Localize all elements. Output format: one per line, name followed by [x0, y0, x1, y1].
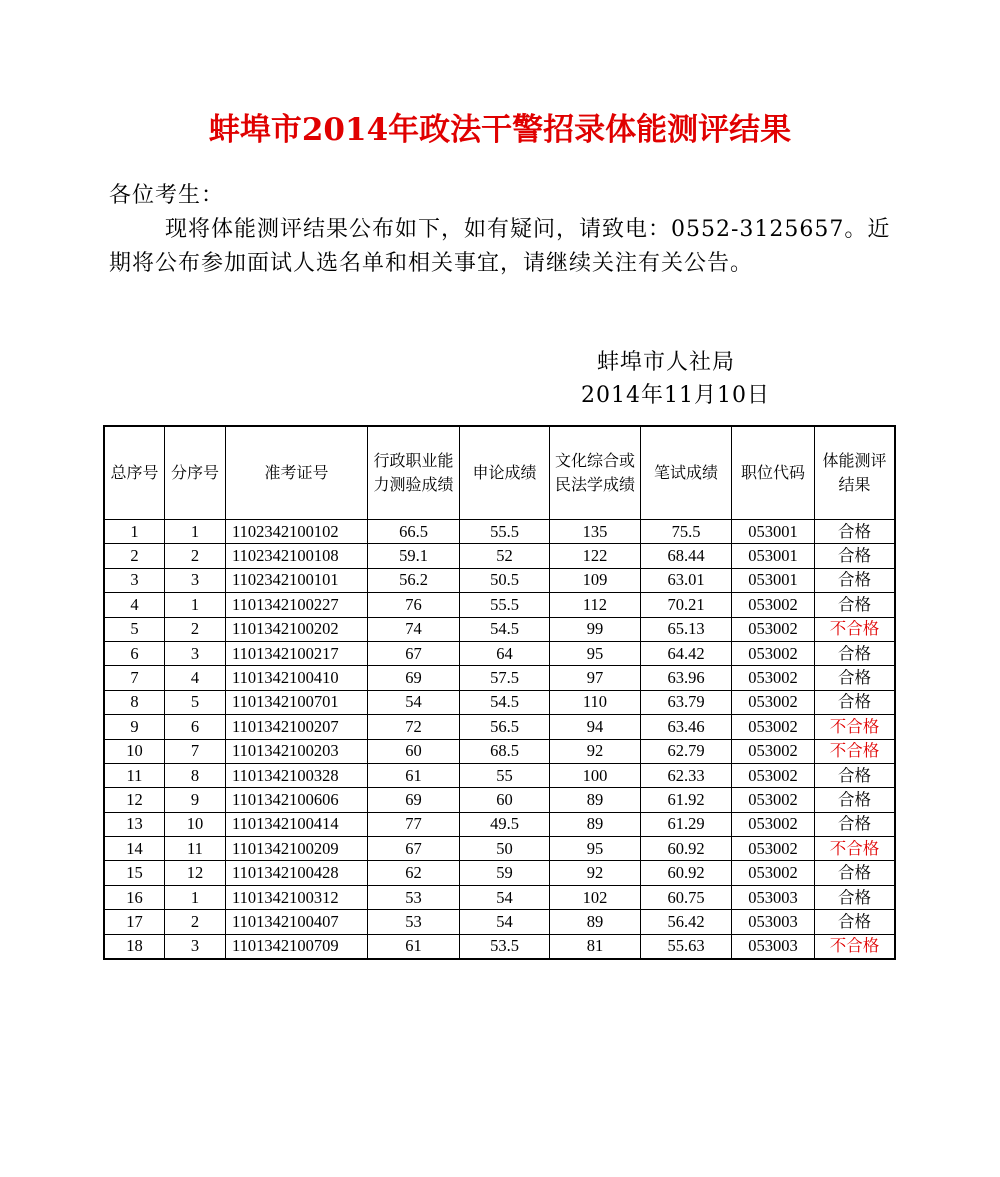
- aptitude-score-cell: 59.1: [368, 544, 460, 568]
- culture-law-score-cell: 122: [550, 544, 641, 568]
- written-score-cell: 56.42: [641, 910, 732, 934]
- table-row: [105, 593, 895, 617]
- essay-score-cell: 57.5: [460, 666, 550, 690]
- written-score-cell: 61.92: [641, 788, 732, 812]
- written-score-cell: 65.13: [641, 617, 732, 641]
- aptitude-score-cell: 69: [368, 666, 460, 690]
- exam-id-cell: 1101342100410: [226, 666, 368, 690]
- position-code-cell: 053002: [732, 739, 815, 763]
- position-code-cell: 053002: [732, 837, 815, 861]
- total-seq-cell: 14: [105, 837, 165, 861]
- header-position-code: 职位代码: [732, 427, 815, 520]
- exam-id-cell: 1101342100312: [226, 885, 368, 909]
- essay-score-cell: 68.5: [460, 739, 550, 763]
- essay-score-cell: 49.5: [460, 812, 550, 836]
- fitness-result-cell: 合格: [815, 641, 895, 665]
- fitness-result-cell: 合格: [815, 568, 895, 592]
- fitness-result-cell: 合格: [815, 520, 895, 544]
- culture-law-score-cell: 94: [550, 715, 641, 739]
- culture-law-score-cell: 100: [550, 763, 641, 787]
- sub-seq-cell: 6: [165, 715, 226, 739]
- fitness-result-cell: 合格: [815, 788, 895, 812]
- exam-id-cell: 1102342100108: [226, 544, 368, 568]
- aptitude-score-cell: 54: [368, 690, 460, 714]
- aptitude-score-cell: 66.5: [368, 520, 460, 544]
- exam-id-cell: 1101342100414: [226, 812, 368, 836]
- position-code-cell: 053002: [732, 812, 815, 836]
- aptitude-score-cell: 53: [368, 885, 460, 909]
- total-seq-cell: 8: [105, 690, 165, 714]
- total-seq-cell: 5: [105, 617, 165, 641]
- total-seq-cell: 18: [105, 934, 165, 958]
- table-row: [105, 885, 895, 909]
- written-score-cell: 68.44: [641, 544, 732, 568]
- exam-id-cell: 1102342100102: [226, 520, 368, 544]
- written-score-cell: 60.75: [641, 885, 732, 909]
- announcement-paragraph: 现将体能测评结果公布如下，如有疑问，请致电：0552-3125657。近期将公布参加面试人选名单和相关事宜，请继续关注有关公告。: [109, 217, 891, 276]
- aptitude-score-cell: 77: [368, 812, 460, 836]
- essay-score-cell: 59: [460, 861, 550, 885]
- sub-seq-cell: 10: [165, 812, 226, 836]
- total-seq-cell: 10: [105, 739, 165, 763]
- total-seq-cell: 17: [105, 910, 165, 934]
- fitness-result-cell: 合格: [815, 666, 895, 690]
- exam-id-cell: 1101342100203: [226, 739, 368, 763]
- sub-seq-cell: 5: [165, 690, 226, 714]
- table-row: [105, 641, 895, 665]
- aptitude-score-cell: 56.2: [368, 568, 460, 592]
- sub-seq-cell: 9: [165, 788, 226, 812]
- exam-id-cell: 1101342100407: [226, 910, 368, 934]
- aptitude-score-cell: 67: [368, 837, 460, 861]
- essay-score-cell: 50: [460, 837, 550, 861]
- sub-seq-cell: 11: [165, 837, 226, 861]
- table-row: [105, 544, 895, 568]
- table-row: [105, 837, 895, 861]
- table-row: [105, 568, 895, 592]
- fitness-result-cell: 不合格: [815, 617, 895, 641]
- aptitude-score-cell: 69: [368, 788, 460, 812]
- fitness-result-cell: 不合格: [815, 739, 895, 763]
- aptitude-score-cell: 61: [368, 763, 460, 787]
- position-code-cell: 053001: [732, 544, 815, 568]
- fitness-result-cell: 合格: [815, 861, 895, 885]
- aptitude-score-cell: 60: [368, 739, 460, 763]
- header-sub-seq: 分序号: [165, 427, 226, 520]
- culture-law-score-cell: 95: [550, 641, 641, 665]
- culture-law-score-cell: 89: [550, 910, 641, 934]
- exam-id-cell: 1101342100207: [226, 715, 368, 739]
- exam-id-cell: 1101342100209: [226, 837, 368, 861]
- written-score-cell: 60.92: [641, 861, 732, 885]
- results-table: [104, 426, 895, 959]
- fitness-result-cell: 不合格: [815, 934, 895, 958]
- culture-law-score-cell: 81: [550, 934, 641, 958]
- fitness-result-cell: 不合格: [815, 837, 895, 861]
- culture-law-score-cell: 95: [550, 837, 641, 861]
- culture-law-score-cell: 112: [550, 593, 641, 617]
- exam-id-cell: 1101342100709: [226, 934, 368, 958]
- written-score-cell: 75.5: [641, 520, 732, 544]
- essay-score-cell: 56.5: [460, 715, 550, 739]
- aptitude-score-cell: 76: [368, 593, 460, 617]
- position-code-cell: 053002: [732, 861, 815, 885]
- total-seq-cell: 13: [105, 812, 165, 836]
- culture-law-score-cell: 97: [550, 666, 641, 690]
- essay-score-cell: 54.5: [460, 690, 550, 714]
- table-row: [105, 861, 895, 885]
- culture-law-score-cell: 89: [550, 788, 641, 812]
- essay-score-cell: 52: [460, 544, 550, 568]
- essay-score-cell: 53.5: [460, 934, 550, 958]
- aptitude-score-cell: 67: [368, 641, 460, 665]
- fitness-result-cell: 合格: [815, 593, 895, 617]
- essay-score-cell: 54.5: [460, 617, 550, 641]
- sub-seq-cell: 2: [165, 910, 226, 934]
- culture-law-score-cell: 109: [550, 568, 641, 592]
- written-score-cell: 70.21: [641, 593, 732, 617]
- table-row: [105, 666, 895, 690]
- culture-law-score-cell: 89: [550, 812, 641, 836]
- exam-id-cell: 1102342100101: [226, 568, 368, 592]
- essay-score-cell: 55.5: [460, 520, 550, 544]
- written-score-cell: 63.46: [641, 715, 732, 739]
- written-score-cell: 62.79: [641, 739, 732, 763]
- essay-score-cell: 54: [460, 885, 550, 909]
- exam-id-cell: 1101342100217: [226, 641, 368, 665]
- written-score-cell: 63.79: [641, 690, 732, 714]
- sub-seq-cell: 3: [165, 934, 226, 958]
- position-code-cell: 053001: [732, 568, 815, 592]
- page-title: 蚌埠市2014年政法干警招录体能测评结果: [208, 112, 792, 148]
- culture-law-score-cell: 99: [550, 617, 641, 641]
- essay-score-cell: 64: [460, 641, 550, 665]
- written-score-cell: 61.29: [641, 812, 732, 836]
- position-code-cell: 053002: [732, 666, 815, 690]
- position-code-cell: 053002: [732, 763, 815, 787]
- position-code-cell: 053002: [732, 593, 815, 617]
- written-score-cell: 55.63: [641, 934, 732, 958]
- written-score-cell: 63.96: [641, 666, 732, 690]
- header-fitness-result: 体能测评结果: [815, 427, 895, 520]
- table-row: [105, 715, 895, 739]
- written-score-cell: 64.42: [641, 641, 732, 665]
- header-aptitude-score: 行政职业能力测验成绩: [368, 427, 460, 520]
- table-row: [105, 739, 895, 763]
- position-code-cell: 053002: [732, 617, 815, 641]
- aptitude-score-cell: 72: [368, 715, 460, 739]
- position-code-cell: 053003: [732, 910, 815, 934]
- sub-seq-cell: 7: [165, 739, 226, 763]
- exam-id-cell: 1101342100428: [226, 861, 368, 885]
- written-score-cell: 60.92: [641, 837, 732, 861]
- essay-score-cell: 55: [460, 763, 550, 787]
- sub-seq-cell: 3: [165, 568, 226, 592]
- table-row: [105, 812, 895, 836]
- header-essay-score: 申论成绩: [460, 427, 550, 520]
- table-row: [105, 934, 895, 958]
- sub-seq-cell: 8: [165, 763, 226, 787]
- position-code-cell: 053002: [732, 690, 815, 714]
- total-seq-cell: 4: [105, 593, 165, 617]
- sub-seq-cell: 1: [165, 885, 226, 909]
- total-seq-cell: 16: [105, 885, 165, 909]
- fitness-result-cell: 不合格: [815, 715, 895, 739]
- aptitude-score-cell: 61: [368, 934, 460, 958]
- essay-score-cell: 50.5: [460, 568, 550, 592]
- table-row: [105, 690, 895, 714]
- sub-seq-cell: 4: [165, 666, 226, 690]
- culture-law-score-cell: 92: [550, 861, 641, 885]
- aptitude-score-cell: 53: [368, 910, 460, 934]
- table-header-row: [105, 427, 895, 520]
- header-culture-law-score: 文化综合或民法学成绩: [550, 427, 641, 520]
- table-row: [105, 788, 895, 812]
- sub-seq-cell: 1: [165, 520, 226, 544]
- exam-id-cell: 1101342100202: [226, 617, 368, 641]
- total-seq-cell: 3: [105, 568, 165, 592]
- sub-seq-cell: 1: [165, 593, 226, 617]
- fitness-result-cell: 合格: [815, 763, 895, 787]
- total-seq-cell: 11: [105, 763, 165, 787]
- fitness-result-cell: 合格: [815, 690, 895, 714]
- signature-date: 2014年11月10日: [581, 383, 770, 408]
- position-code-cell: 053002: [732, 641, 815, 665]
- table-row: [105, 520, 895, 544]
- fitness-result-cell: 合格: [815, 812, 895, 836]
- position-code-cell: 053003: [732, 934, 815, 958]
- culture-law-score-cell: 102: [550, 885, 641, 909]
- exam-id-cell: 1101342100328: [226, 763, 368, 787]
- total-seq-cell: 9: [105, 715, 165, 739]
- header-total-seq: 总序号: [105, 427, 165, 520]
- table-body: [105, 520, 895, 959]
- position-code-cell: 053002: [732, 788, 815, 812]
- written-score-cell: 63.01: [641, 568, 732, 592]
- aptitude-score-cell: 74: [368, 617, 460, 641]
- exam-id-cell: 1101342100701: [226, 690, 368, 714]
- fitness-result-cell: 合格: [815, 885, 895, 909]
- written-score-cell: 62.33: [641, 763, 732, 787]
- total-seq-cell: 12: [105, 788, 165, 812]
- culture-law-score-cell: 135: [550, 520, 641, 544]
- position-code-cell: 053001: [732, 520, 815, 544]
- position-code-cell: 053002: [732, 715, 815, 739]
- header-written-score: 笔试成绩: [641, 427, 732, 520]
- header-exam-id: 准考证号: [226, 427, 368, 520]
- position-code-cell: 053003: [732, 885, 815, 909]
- essay-score-cell: 54: [460, 910, 550, 934]
- total-seq-cell: 2: [105, 544, 165, 568]
- culture-law-score-cell: 92: [550, 739, 641, 763]
- sub-seq-cell: 3: [165, 641, 226, 665]
- essay-score-cell: 55.5: [460, 593, 550, 617]
- sub-seq-cell: 2: [165, 544, 226, 568]
- fitness-result-cell: 合格: [815, 544, 895, 568]
- signature-organization: 蚌埠市人社局: [597, 350, 736, 375]
- total-seq-cell: 7: [105, 666, 165, 690]
- exam-id-cell: 1101342100606: [226, 788, 368, 812]
- total-seq-cell: 6: [105, 641, 165, 665]
- total-seq-cell: 1: [105, 520, 165, 544]
- table-row: [105, 910, 895, 934]
- aptitude-score-cell: 62: [368, 861, 460, 885]
- total-seq-cell: 15: [105, 861, 165, 885]
- essay-score-cell: 60: [460, 788, 550, 812]
- exam-id-cell: 1101342100227: [226, 593, 368, 617]
- fitness-result-cell: 合格: [815, 910, 895, 934]
- greeting: 各位考生：: [109, 183, 225, 208]
- culture-law-score-cell: 110: [550, 690, 641, 714]
- table-row: [105, 763, 895, 787]
- sub-seq-cell: 2: [165, 617, 226, 641]
- table-row: [105, 617, 895, 641]
- sub-seq-cell: 12: [165, 861, 226, 885]
